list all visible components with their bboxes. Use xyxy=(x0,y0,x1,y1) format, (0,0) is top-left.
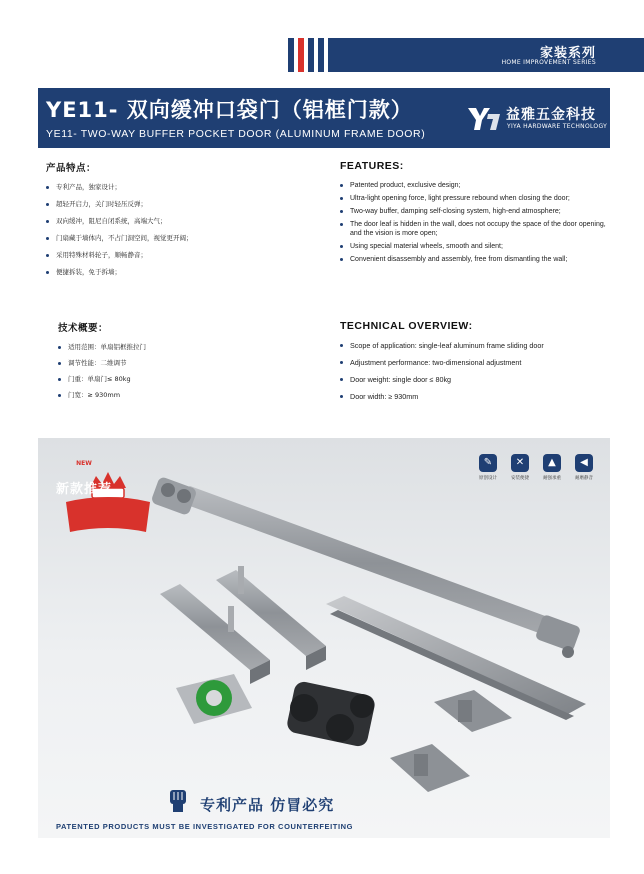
list-item: 双向缓冲，阻尼自闭系统，高端大气； xyxy=(46,217,306,226)
new-badge-text: 新款推荐 xyxy=(55,482,112,497)
tech-cn-section xyxy=(58,320,308,407)
list-item: 采用特殊材料轮子，顺畅静音； xyxy=(46,251,306,260)
roller-carriage xyxy=(285,680,376,748)
brand-name-en: YIYA HARDWARE TECHNOLOGY xyxy=(507,123,608,130)
series-band xyxy=(328,38,644,72)
list-item: Convenient disassembly and assembly, free from dismantling the wall; xyxy=(340,255,610,264)
weight-icon: ▲ xyxy=(543,454,561,472)
list-item: Using special material wheels, smooth and silent; xyxy=(340,242,610,251)
new-badge-tag: NEW xyxy=(76,460,92,467)
tech-cn-heading: 技术概要： xyxy=(58,323,109,334)
list-item: 门扇藏于墙体内，不占门洞空间，视觉更开阔； xyxy=(46,234,306,243)
tech-en-heading: TECHNICAL OVERVIEW: xyxy=(340,320,473,332)
stopper-block-upper xyxy=(434,690,512,732)
brand-name-cn: 益雅五金科技 xyxy=(506,107,596,123)
feature-icon-label: 耐强承重 xyxy=(543,476,561,481)
feature-icon-label: 原创设计 xyxy=(479,476,497,481)
stopper-block-lower xyxy=(390,744,470,792)
header-stripes xyxy=(288,38,324,72)
series-title-cn: 家装系列 xyxy=(539,46,596,61)
list-item: 超轻开启力，关门时轻压反弹； xyxy=(46,200,306,209)
features-cn-heading: 产品特点： xyxy=(46,163,97,174)
roller-plate xyxy=(176,674,252,724)
list-item: Ultra-light opening force, light pressure rebound when closing the door; xyxy=(340,194,610,203)
feature-icon-label: 安装便捷 xyxy=(511,476,529,481)
list-item: 门宽：≥ 930mm xyxy=(58,391,308,400)
features-cn-list xyxy=(46,183,306,277)
page-title-en: YE11- TWO-WAY BUFFER POCKET DOOR (ALUMINUM FRAME DOOR) xyxy=(46,128,426,140)
list-item: Patented product, exclusive design; xyxy=(340,181,610,190)
patent-icon: ✎ xyxy=(479,454,497,472)
list-item: 适用范围：单扇铝框推拉门 xyxy=(58,343,308,352)
features-en-section xyxy=(340,160,610,268)
patent-warning-cn: 专利产品 仿冒必究 xyxy=(200,796,335,814)
yiya-logo-icon xyxy=(466,104,502,132)
patent-warning-en: PATENTED PRODUCTS MUST BE INVESTIGATED FOR COUNTERFEITING xyxy=(56,822,354,831)
list-item: Two-way buffer, damping self-closing system, high-end atmosphere; xyxy=(340,207,610,216)
list-item: Scope of application: single-leaf aluminum frame sliding door xyxy=(340,341,610,350)
series-title-en: HOME IMPROVEMENT SERIES xyxy=(501,59,596,66)
features-en-heading: FEATURES: xyxy=(340,160,404,172)
list-item: The door leaf is hidden in the wall, does not occupy the space of the door opening, and the vision is more open; xyxy=(340,220,610,238)
tech-en-list xyxy=(340,341,610,401)
fist-icon xyxy=(164,786,192,814)
mute-icon: ◀ xyxy=(575,454,593,472)
tech-cn-list xyxy=(58,343,308,400)
page-title-cn: YE11- 双向缓冲口袋门（铝框门款） xyxy=(46,98,413,122)
feature-icon-label: 耐磨静音 xyxy=(575,476,593,481)
features-cn-section xyxy=(46,160,306,285)
list-item: 专利产品，独家设计； xyxy=(46,183,306,192)
list-item: Door width: ≥ 930mm xyxy=(340,392,610,401)
list-item: 门重：单扇门≤ 80kg xyxy=(58,375,308,384)
tech-en-section xyxy=(340,320,610,409)
product-parts-illustration xyxy=(38,438,610,838)
list-item: Door weight: single door ≤ 80kg xyxy=(340,375,610,384)
product-photo-panel xyxy=(38,438,610,838)
list-item: 便捷拆装，免于拆墙； xyxy=(46,268,306,277)
tools-icon: ✕ xyxy=(511,454,529,472)
features-en-list xyxy=(340,181,610,264)
list-item: 调节性能：二维调节 xyxy=(58,359,308,368)
list-item: Adjustment performance: two-dimensional adjustment xyxy=(340,358,610,367)
